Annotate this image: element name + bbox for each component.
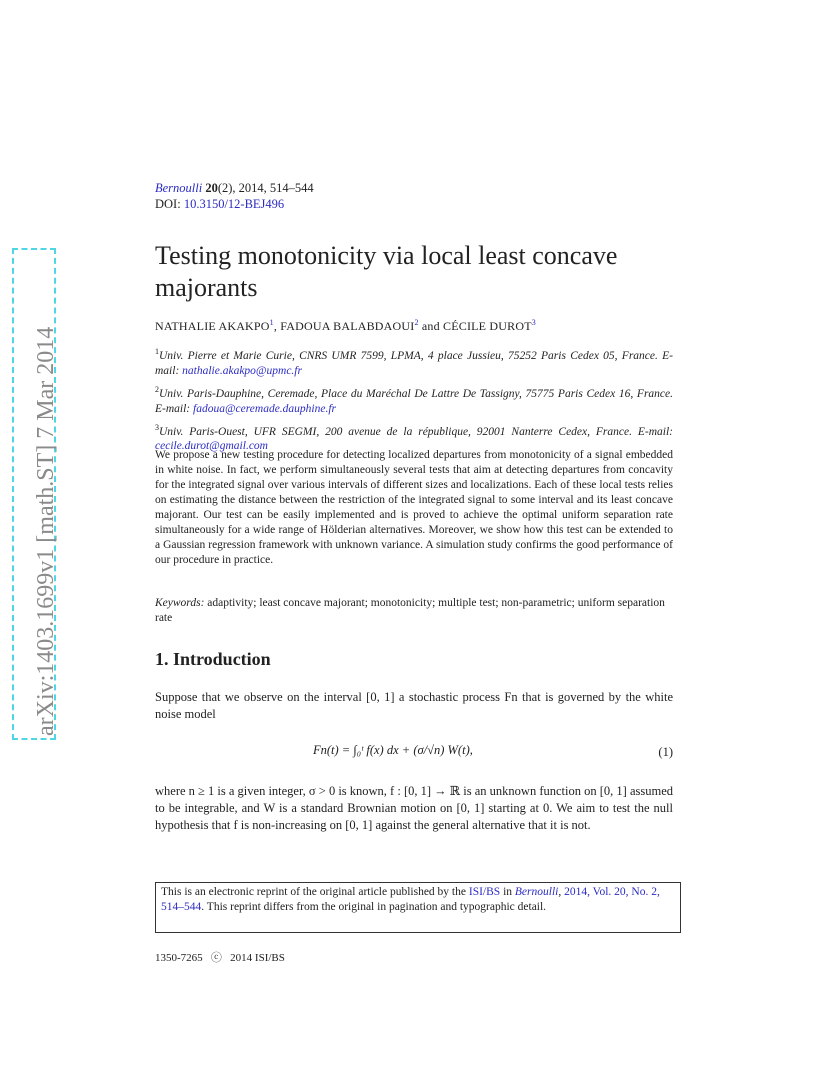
affiliation-number: 3 <box>155 422 159 432</box>
affiliation-number: 2 <box>155 384 159 394</box>
reprint-text: , <box>558 886 565 898</box>
abstract: We propose a new testing procedure for detecting localized departures from monotonicity of a signal embedded in white noise. In fact, we perform simultaneously several tests that aim at detecting departures from concavity for the integrated signal over various intervals of different sizes and localizations. Each of these local tests relies on estimating the distance between the restriction of the integrated signal to some interval and its least concave majorant. Our test can be easily implemented and is proved to achieve the optimal uniform separation rate simultaneously for a wide range of Hölderian alternatives. Moreover, we show how this test can be extended to a Gaussian regression framework with unknown variance. A simulation study confirms the good performance of our procedure in practice. <box>155 449 673 566</box>
journal-name-link[interactable]: Bernoulli <box>155 181 203 195</box>
affiliation-item <box>155 344 673 379</box>
affiliation-ref[interactable]: 2 <box>414 318 419 327</box>
author-name: CÉCILE DUROT <box>443 319 532 333</box>
journal-issue-pages: (2), 2014, 514–544 <box>217 181 314 195</box>
reprint-text: in <box>500 886 515 898</box>
author-list <box>155 318 536 334</box>
author-separator: and <box>418 319 443 333</box>
affiliation-item <box>155 382 673 417</box>
equation-body: Fn(t) = ∫₀ᵗ f(x) dx + (σ/√n) W(t), <box>313 743 473 757</box>
journal-volume: 20 <box>205 181 218 195</box>
affiliation-text: Univ. Paris-Dauphine, Ceremade, Place du Maréchal De Lattre De Tassigny, 75775 Paris Cedex 16, France. E-mail: <box>155 387 673 415</box>
equation <box>155 733 673 773</box>
reprint-text: . This reprint differs from the original in pagination and typographic detail. <box>201 901 547 913</box>
keywords-text: adaptivity; least concave majorant; monotonicity; multiple test; non-parametric; uniform separation rate <box>155 597 665 624</box>
isi-bs-link[interactable]: ISI/BS <box>468 886 501 898</box>
affiliation-ref[interactable]: 3 <box>531 318 536 327</box>
affiliation-number: 1 <box>155 347 159 356</box>
email-link[interactable]: cecile.durot@gmail.com <box>155 440 268 453</box>
author-separator: , <box>273 319 281 333</box>
citation-link[interactable]: 2014, Vol. 20, No. 2, 514–544 <box>161 886 660 913</box>
email-link[interactable]: nathalie.akakpo@upmc.fr <box>182 364 302 377</box>
affiliation-text: Univ. Pierre et Marie Curie, CNRS UMR 7599, LPMA, 4 place Jussieu, 75252 Paris Cedex 05, France. E-mail: <box>155 349 673 377</box>
keywords-label: Keywords: <box>155 597 205 609</box>
body-paragraph: Suppose that we observe on the interval [0, 1] a stochastic process Fn that is governed by the white noise model <box>155 690 673 721</box>
journal-link[interactable]: Bernoulli <box>514 886 559 898</box>
arxiv-identifier[interactable]: arXiv:1403.1699v1 [math.ST] 7 Mar 2014 <box>33 326 59 736</box>
keywords <box>155 596 673 626</box>
reprint-text: This is an electronic reprint of the original article published by the <box>161 886 469 898</box>
author-name: NATHALIE AKAKPO <box>155 319 270 333</box>
affiliation-ref[interactable]: 1 <box>269 318 274 327</box>
copyright-footer: 1350-7265 ⓒ 2014 ISI/BS <box>155 952 285 964</box>
reprint-notice <box>155 882 681 933</box>
section-heading: 1. Introduction <box>155 649 271 669</box>
email-link[interactable]: fadoua@ceremade.dauphine.fr <box>193 402 337 415</box>
author-name: FADOUA BALABDAOUI <box>280 319 415 333</box>
equation-number: (1) <box>658 745 673 759</box>
doi-label: DOI: <box>155 197 181 211</box>
paper-title: Testing monotonicity via local least concave majorants <box>155 241 618 302</box>
doi-link[interactable]: 10.3150/12-BEJ496 <box>183 197 285 211</box>
affiliation-text: Univ. Paris-Ouest, UFR SEGMI, 200 avenue de la république, 92001 Nanterre Cedex, France. E-mail: <box>159 425 673 438</box>
affiliations <box>155 344 673 457</box>
journal-citation <box>155 180 314 212</box>
body-paragraph: where n ≥ 1 is a given integer, σ > 0 is known, f : [0, 1] → ℝ is an unknown function on [0, 1] assumed to be integrable, and W is a standard Brownian motion on [0, 1] starting at 0. We aim to test the null hypothesis that f is non-increasing on [0, 1] against the general alternative that it is not. <box>155 784 673 832</box>
